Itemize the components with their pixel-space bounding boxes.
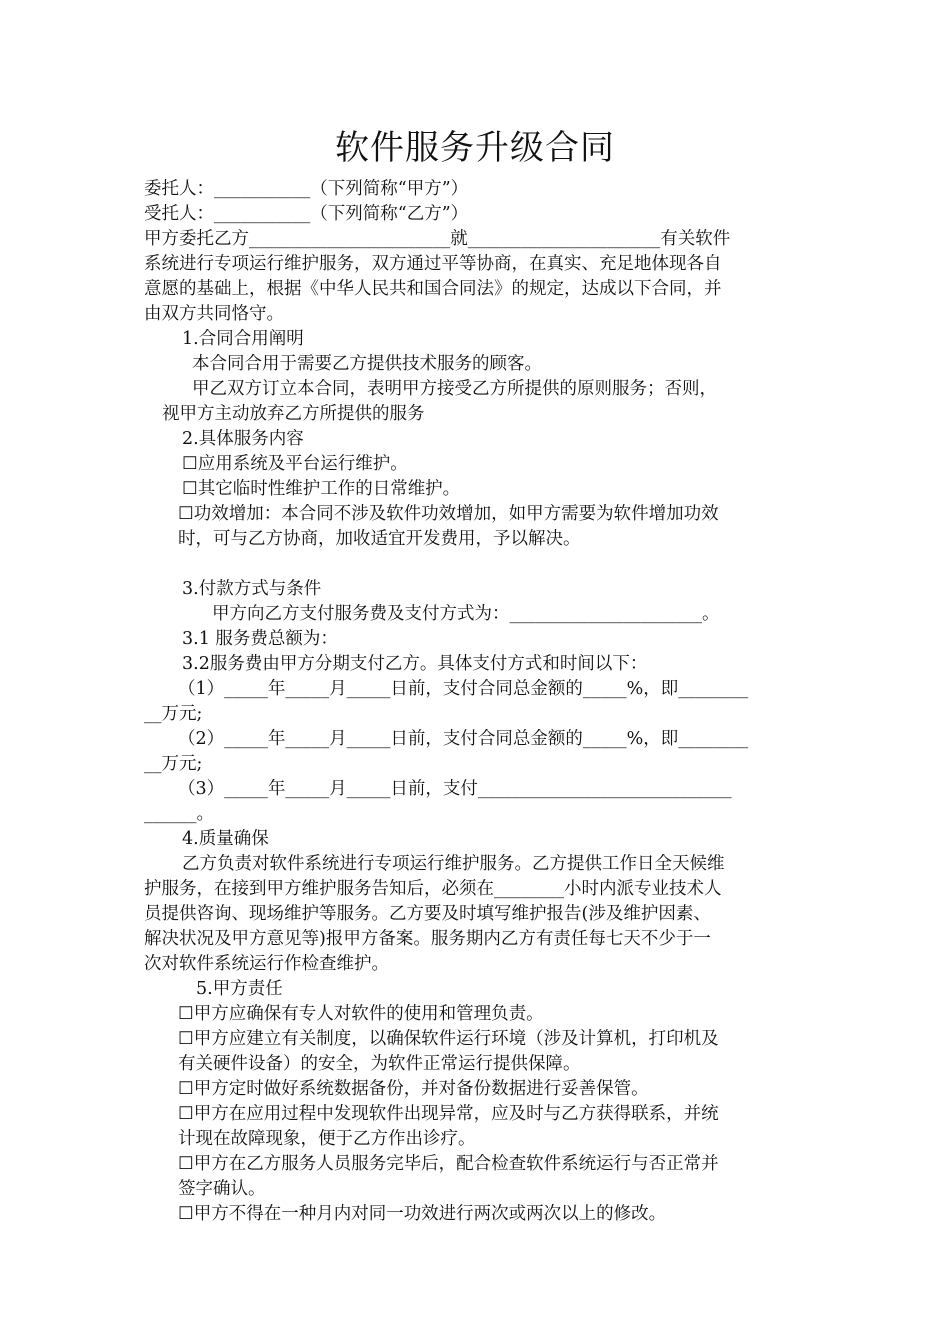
section-1-para-1: 本合同合用于需要乙方提供技术服务的顾客。 [192, 354, 542, 374]
duty-item-4-cont: 计现在故障现象，便于乙方作出诊疗。 [178, 1129, 476, 1149]
section-2-heading: 2.具体服务内容 [182, 429, 304, 449]
section-4-heading: 4.质量确保 [182, 829, 269, 849]
service-item-3: ☐功效增加：本合同不涉及软件功效增加，如甲方需要为软件增加功效 [178, 504, 719, 524]
section-3-heading: 3.付款方式与条件 [182, 579, 322, 599]
duty-item-6: ☐甲方不得在一种月内对同一功效进行两次或两次以上的修改。 [178, 1204, 667, 1224]
intro-line-1: 甲方委托乙方_______________________就______________________有关软件 [144, 229, 731, 249]
service-item-2: ☐其它临时性维护工作的日常维护。 [182, 479, 461, 499]
section-5-heading: 5.甲方责任 [196, 979, 283, 999]
section-1-heading: 1.合同合用阐明 [182, 329, 304, 349]
intro-line-4: 由双方共同恪守。 [144, 304, 284, 324]
duty-item-1: ☐甲方应确保有专人对软件的使用和管理负责。 [178, 1004, 544, 1024]
service-item-1: ☐应用系统及平台运行维护。 [182, 454, 408, 474]
section-1-para-2: 甲乙双方订立本合同，表明甲方接受乙方所提供的原则服务；否则， [192, 379, 717, 399]
section-1-para-2-cont: 视甲方主动放弃乙方所提供的服务 [162, 404, 425, 424]
installment-3: （3）_____年_____月_____日前，支付_____________________________ [178, 779, 732, 799]
payment-method-line: 甲方向乙方支付服务费及支付方式为：______________________。 [212, 604, 720, 624]
client-line: 委托人：___________（下列简称“甲方”） [144, 179, 469, 199]
intro-line-2: 系统进行专项运行维护服务，双方通过平等协商，在真实、充足地体现各自 [144, 254, 722, 274]
installment-1-cont: __万元; [144, 704, 203, 724]
document-title: 软件服务升级合同 [335, 128, 615, 168]
section-3-1: 3.1 服务费总额为： [182, 629, 338, 649]
duty-item-5-cont: 签字确认。 [178, 1179, 266, 1199]
service-item-3-cont: 时，可与乙方协商，加收适宜开发费用，予以解决。 [178, 529, 581, 549]
section-4-para-3: 员提供咨询、现场维护等服务。乙方要及时填写维护报告(涉及维护因素、 [144, 904, 711, 924]
duty-item-2: ☐甲方应建立有关制度，以确保软件运行环境（涉及计算机，打印机及 [178, 1029, 719, 1049]
installment-3-cont: ______。 [144, 804, 214, 824]
duty-item-3: ☐甲方定时做好系统数据备份，并对备份数据进行妥善保管。 [178, 1079, 649, 1099]
section-4-para-1: 乙方负责对软件系统进行专项运行维护服务。乙方提供工作日全天候维 [182, 854, 725, 874]
section-3-2: 3.2服务费由甲方分期支付乙方。具体支付方式和时间以下： [182, 654, 648, 674]
installment-2-cont: __万元; [144, 754, 203, 774]
contractor-line: 受托人：___________（下列简称“乙方”） [144, 204, 469, 224]
installment-2: （2）_____年_____月_____日前，支付合同总金额的_____%，即________ [178, 729, 749, 749]
duty-item-5: ☐甲方在乙方服务人员服务完毕后，配合检查软件系统运行与否正常并 [178, 1154, 719, 1174]
duty-item-4: ☐甲方在应用过程中发现软件出现异常，应及时与乙方获得联系，并统 [178, 1104, 719, 1124]
section-4-para-5: 次对软件系统运行作检查维护。 [144, 954, 389, 974]
intro-line-3: 意愿的基础上，根据《中华人民共和国合同法》的规定，达成以下合同，并 [144, 279, 722, 299]
section-4-para-4: 解决状况及甲方意见等)报甲方备案。服务期内乙方有责任每七天不少于一 [144, 929, 711, 949]
section-4-para-2: 护服务，在接到甲方维护服务告知后，必须在________小时内派专业技术人 [144, 879, 722, 899]
installment-1: （1）_____年_____月_____日前，支付合同总金额的_____%，即________ [178, 679, 749, 699]
duty-item-2-cont: 有关硬件设备）的安全，为软件正常运行提供保障。 [178, 1054, 581, 1074]
